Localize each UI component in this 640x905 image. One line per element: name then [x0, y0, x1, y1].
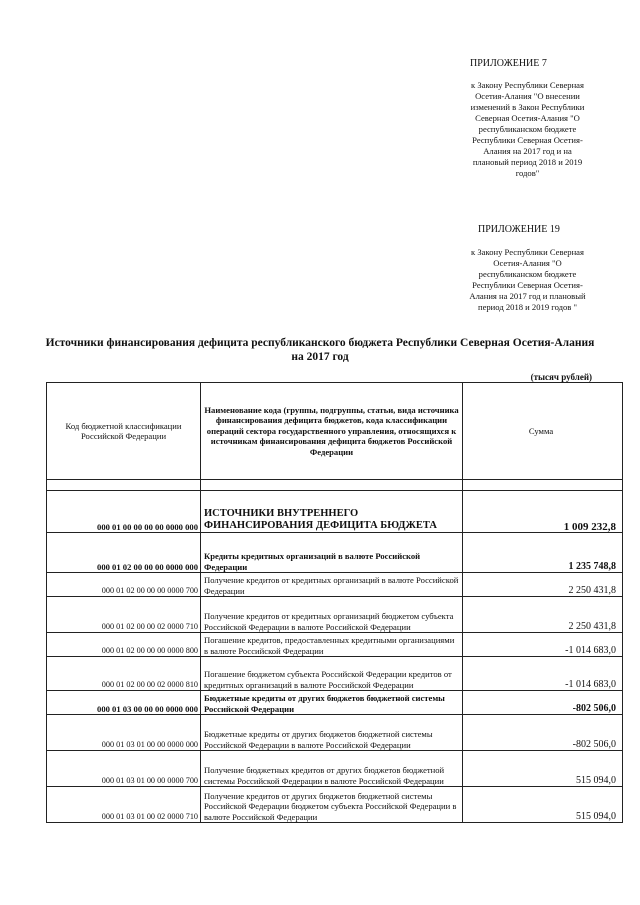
table-spacer-row: [47, 480, 623, 491]
appendix-7-line: изменений в Закон Республики: [470, 102, 585, 112]
row-name: Получение кредитов от других бюджетов бюджетной системы Российской Федерации бюджетом субъекта Российской Федерации в валюте Российской Федерации: [201, 787, 463, 823]
row-sum: -1 014 683,0: [463, 633, 623, 657]
appendix-7-line: Республики Северная Осетия-: [472, 135, 583, 145]
row-code: 000 01 03 01 00 00 0000 000: [47, 715, 201, 751]
table-row: [47, 633, 623, 657]
row-code: 000 01 00 00 00 00 0000 000: [47, 491, 201, 533]
header-name: Наименование кода (группы, подгруппы, статьи, вида источника финансирования дефицита бюджетов, кода классификации операций сектора государственного управления, относящихся к источникам финансирования дефицита бюджетов Российской Федерации: [201, 383, 463, 480]
table-row: [47, 787, 623, 823]
table-row: [47, 491, 623, 533]
row-name: Бюджетные кредиты от других бюджетов бюджетной системы Российской Федерации в валюте Российской Федерации: [201, 715, 463, 751]
appendix-19-line: Республики Северная Осетия-: [472, 280, 583, 290]
row-name: Получение кредитов от кредитных организаций в валюте Российской Федерации: [201, 573, 463, 597]
row-sum: 1 235 748,8: [463, 533, 623, 573]
table-row: [47, 573, 623, 597]
row-code: 000 01 03 01 00 02 0000 710: [47, 787, 201, 823]
budget-sources-table: [46, 382, 623, 823]
table-row: [47, 715, 623, 751]
row-name: Кредиты кредитных организаций в валюте Российской Федерации: [201, 533, 463, 573]
row-code: 000 01 02 00 00 02 0000 710: [47, 597, 201, 633]
row-name: ИСТОЧНИКИ ВНУТРЕННЕГО ФИНАНСИРОВАНИЯ ДЕФИЦИТА БЮДЖЕТА: [201, 491, 463, 533]
row-name: Получение бюджетных кредитов от других бюджетов бюджетной системы Российской Федерации в валюте Российской Федерации: [201, 751, 463, 787]
appendix-7-line: Северная Осетия-Алания "О: [475, 113, 580, 123]
document-title-line: Источники финансирования дефицита республиканского бюджета Республики Северная Осетия-Алания: [45, 337, 595, 349]
row-name: Бюджетные кредиты от других бюджетов бюджетной системы Российской Федерации: [201, 691, 463, 715]
appendix-19-text: [455, 247, 600, 313]
appendix-7-line: Алания на 2017 год и на: [483, 146, 572, 156]
row-code: 000 01 02 00 00 00 0000 800: [47, 633, 201, 657]
table-row: [47, 751, 623, 787]
row-sum: -802 506,0: [463, 691, 623, 715]
appendix-7-line: плановый период 2018 и 2019: [472, 157, 583, 167]
row-sum: 2 250 431,8: [463, 573, 623, 597]
appendix-7-line: годов": [515, 168, 540, 178]
appendix-19-title: ПРИЛОЖЕНИЕ 19: [478, 224, 560, 235]
row-code: 000 01 03 00 00 00 0000 000: [47, 691, 201, 715]
table-row: [47, 691, 623, 715]
appendix-19-line: к Закону Республики Северная: [471, 247, 584, 257]
appendix-19-line: Осетия-Алания "О: [493, 258, 562, 268]
row-sum: 1 009 232,8: [463, 491, 623, 533]
appendix-19-line: период 2018 и 2019 годов ": [477, 302, 578, 312]
appendix-7-line: Осетия-Алания "О внесении: [475, 91, 580, 101]
header-code: Код бюджетной классификации Российской Федерации: [47, 383, 201, 480]
row-sum: -802 506,0: [463, 715, 623, 751]
appendix-7-text: [455, 80, 600, 179]
row-code: 000 01 02 00 00 00 0000 000: [47, 533, 201, 573]
table-row: [47, 533, 623, 573]
row-sum: -1 014 683,0: [463, 657, 623, 691]
row-name: Погашение кредитов, предоставленных кредитными организациями в валюте Российской Федерации: [201, 633, 463, 657]
header-sum: Сумма: [463, 383, 623, 480]
row-code: 000 01 02 00 00 02 0000 810: [47, 657, 201, 691]
appendix-19-line: Алания на 2017 год и плановый: [469, 291, 586, 301]
appendix-7-title: ПРИЛОЖЕНИЕ 7: [470, 58, 547, 69]
document-title-line: на 2017 год: [291, 351, 349, 363]
row-code: 000 01 02 00 00 00 0000 700: [47, 573, 201, 597]
row-name: Погашение бюджетом субъекта Российской Федерации кредитов от кредитных организаций в валюте Российской Федерации: [201, 657, 463, 691]
table-header-row: [47, 383, 623, 480]
table-row: [47, 597, 623, 633]
row-sum: 515 094,0: [463, 787, 623, 823]
appendix-7-line: к Закону Республики Северная: [471, 80, 584, 90]
row-sum: 2 250 431,8: [463, 597, 623, 633]
row-sum: 515 094,0: [463, 751, 623, 787]
units-label: (тысяч рублей): [530, 372, 592, 382]
row-code: 000 01 03 01 00 00 0000 700: [47, 751, 201, 787]
appendix-19-line: республиканском бюджете: [478, 269, 577, 279]
appendix-7-line: республиканском бюджете: [478, 124, 577, 134]
row-name: Получение кредитов от кредитных организаций бюджетом субъекта Российской Федерации в валюте Российской Федерации: [201, 597, 463, 633]
table-row: [47, 657, 623, 691]
document-title: [40, 336, 600, 364]
